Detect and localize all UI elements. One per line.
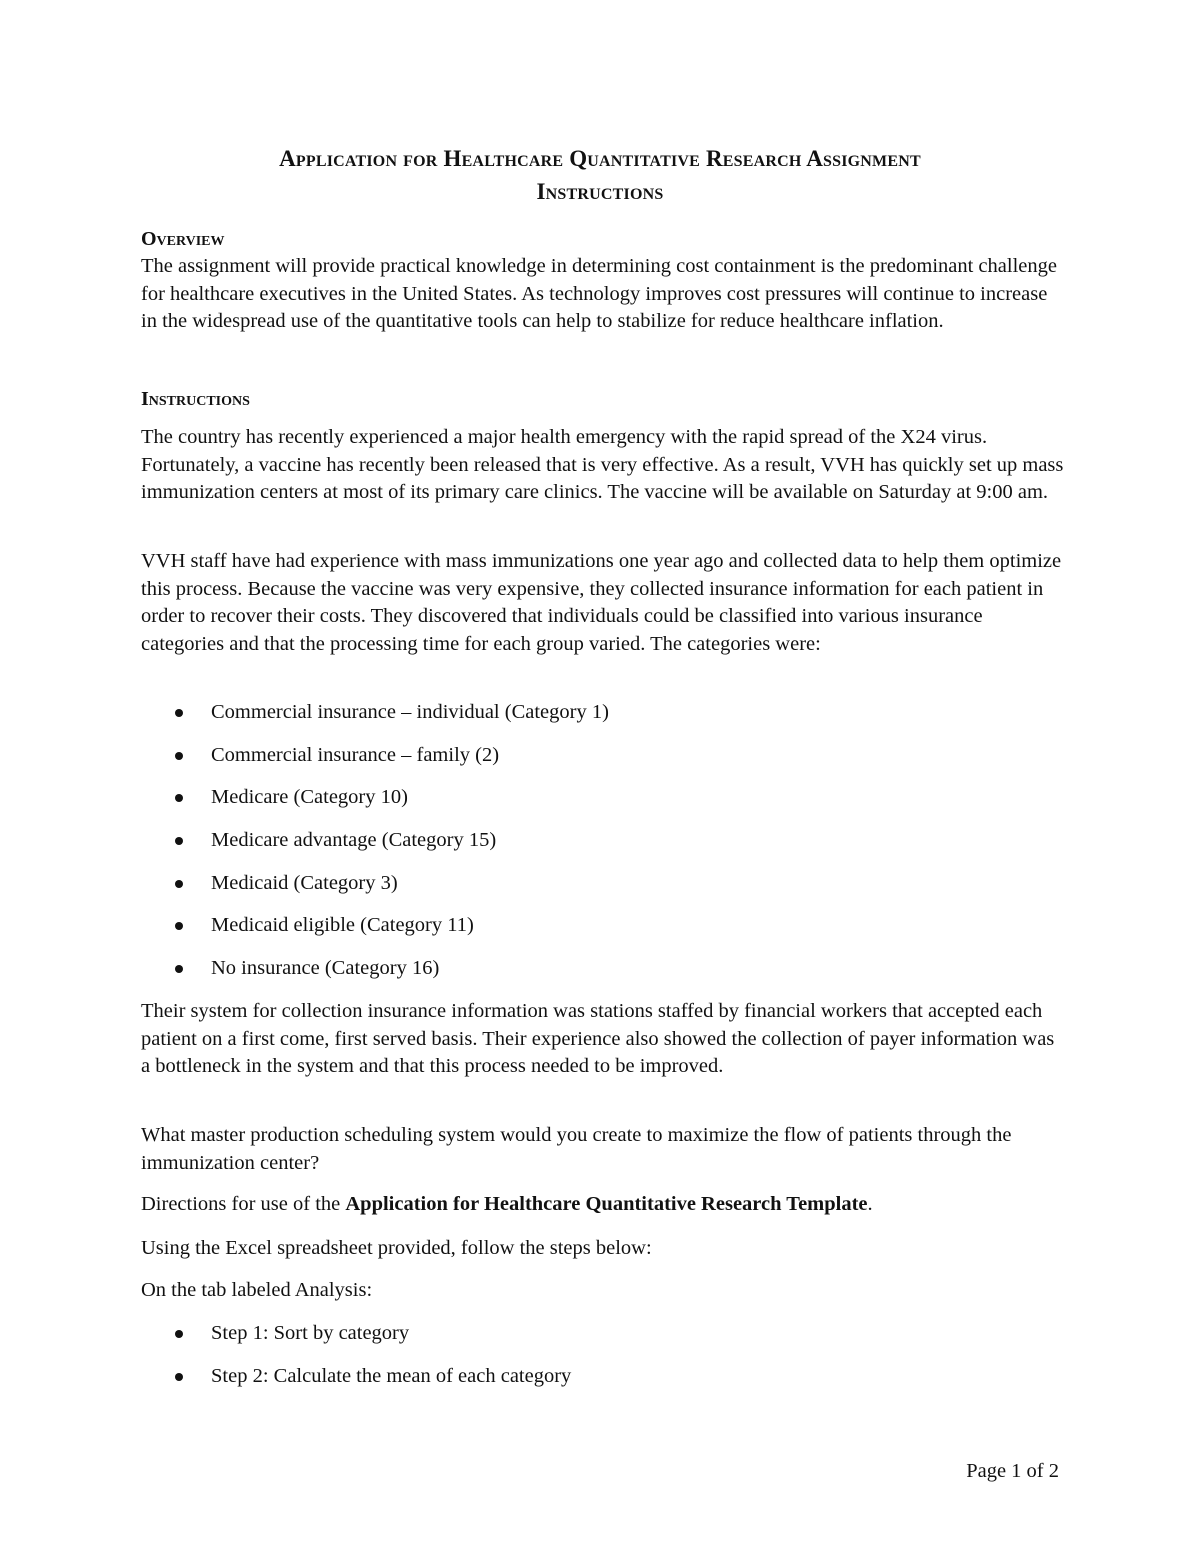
bullet-icon [175,1330,183,1338]
instructions-paragraph-1: The country has recently experienced a major health emergency with the rapid spread of the X24 virus. Fortunately, a vaccine has recently been released that is very effective. As a result, VVH has quickly set up mass immunization centers at most of its primary care clinics. The vaccine will be available on Saturday at 9:00 am. [141,426,1064,503]
bullet-icon [175,965,183,973]
directions-paragraph [141,1191,1066,1219]
list-item [141,742,609,785]
page-number: Page 1 of 2 [966,1460,1059,1482]
list-item [141,1320,571,1363]
instructions-paragraph-5: Using the Excel spreadsheet provided, follow the steps below: [141,1237,652,1259]
bullet-icon [175,709,183,717]
list-item-text: No insurance (Category 16) [211,957,440,980]
insurance-category-list [141,699,609,998]
title-line-2: Instructions [536,179,664,204]
list-item [141,784,609,827]
instructions-heading: Instructions [141,388,250,410]
list-item-text: Medicaid eligible (Category 11) [211,914,474,937]
instructions-paragraph-2: VVH staff have had experience with mass immunizations one year ago and collected data to help them optimize this process. Because the vaccine was very expensive, they collected insurance information for each patient in order to recover their costs. They discovered that individuals could be classified into various insurance categories and that the processing time for each group varied. The categories were: [141,550,1062,655]
bullet-icon [175,880,183,888]
bullet-icon [175,922,183,930]
list-item [141,827,609,870]
instructions-paragraph-4: What master production scheduling system would you create to maximize the flow of patients through the immunization center? [141,1124,1012,1174]
list-item [141,870,609,913]
list-item [141,1363,571,1406]
list-item-text: Medicare advantage (Category 15) [211,829,497,852]
list-item-text: Step 2: Calculate the mean of each category [211,1364,572,1387]
title-line-1: Application for Healthcare Quantitative Research Assignment [279,146,921,171]
directions-suffix: . [867,1193,873,1215]
list-item-text: Commercial insurance – individual (Category 1) [211,701,609,723]
bullet-icon [175,752,183,760]
instructions-paragraph-3: Their system for collection insurance information was stations staffed by financial workers that accepted each patient on a first come, first served basis. Their experience also showed the collection of payer information was a bottleneck in the system and that this process needed to be improved. [141,1000,1055,1077]
list-item-text: Medicaid (Category 3) [211,871,398,894]
list-item-text: Medicare (Category 10) [211,786,408,809]
document-title [100,142,1100,208]
list-item [141,955,609,998]
list-item [141,699,609,742]
template-name: Application for Healthcare Quantitative Research Template [345,1193,868,1215]
instructions-paragraph-6: On the tab labeled Analysis: [141,1279,373,1301]
overview-heading: Overview [141,228,225,250]
steps-list [141,1320,571,1405]
list-item-text: Commercial insurance – family (2) [211,743,500,766]
bullet-icon [175,837,183,845]
list-item [141,912,609,955]
directions-prefix: Directions for use of the [141,1193,346,1215]
bullet-icon [175,1373,183,1381]
bullet-icon [175,794,183,802]
overview-paragraph: The assignment will provide practical knowledge in determining cost containment is the predominant challenge for healthcare executives in the United States. As technology improves cost pressures will continue to increase in the widespread use of the quantitative tools can help to stabilize for reduce healthcare inflation. [141,255,1057,332]
list-item-text: Step 1: Sort by category [211,1322,410,1344]
